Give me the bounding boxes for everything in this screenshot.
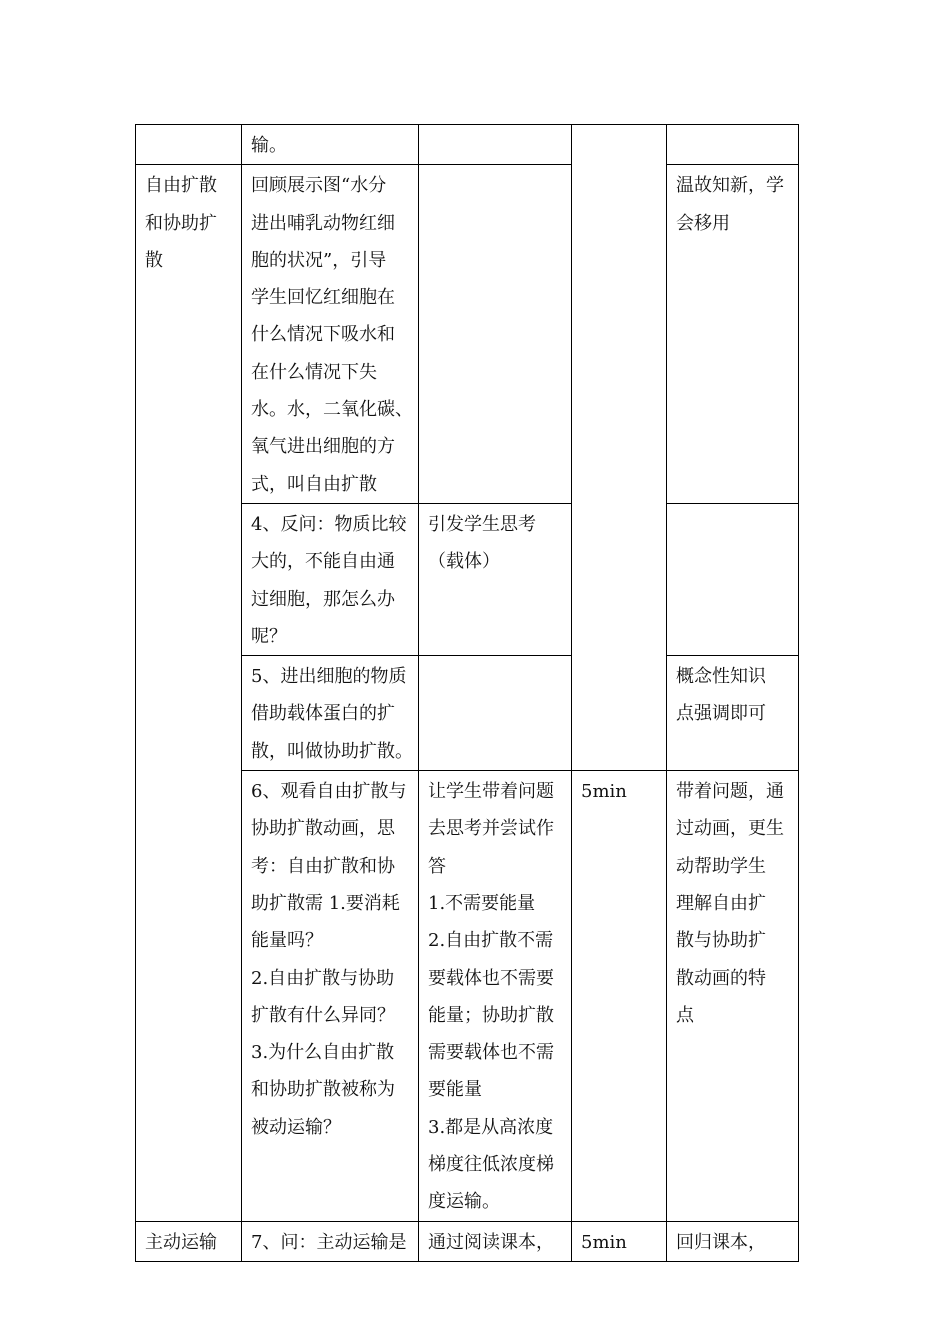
cell-intent bbox=[667, 503, 799, 655]
cell-time: 5min bbox=[572, 771, 667, 1222]
cell-activity: 7、问：主动运输是 bbox=[242, 1221, 419, 1261]
table-row bbox=[136, 165, 799, 504]
cell-intent bbox=[667, 125, 799, 165]
table-row bbox=[136, 125, 799, 165]
lesson-plan-table bbox=[135, 124, 799, 1262]
cell-topic bbox=[136, 125, 242, 165]
cell-activity: 回顾展示图“水分 进出哺乳动物红细 胞的状况”，引导 学生回忆红细胞在 什么情况下吸水和 在什么情况下失 水。水，二氧化碳、 氧气进出细胞的方 式，叫自由扩散 bbox=[242, 165, 419, 504]
cell-student-activity: 引发学生思考 （载体） bbox=[419, 503, 572, 655]
cell-activity: 6、观看自由扩散与 协助扩散动画，思 考：自由扩散和协 助扩散需 1.要消耗 能量吗？ 2.自由扩散与协助 扩散有什么异同？ 3.为什么自由扩散 和协助扩散被称为 被动运输？ bbox=[242, 771, 419, 1222]
cell-activity: 4、反问：物质比较 大的，不能自由通 过细胞，那怎么办 呢？ bbox=[242, 503, 419, 655]
cell-intent: 概念性知识 点强调即可 bbox=[667, 656, 799, 771]
cell-student-activity bbox=[419, 165, 572, 504]
cell-topic-active-transport: 主动运输 bbox=[136, 1221, 242, 1261]
cell-intent: 回归课本， bbox=[667, 1221, 799, 1261]
cell-topic-free-diffusion: 自由扩散 和协助扩 散 bbox=[136, 165, 242, 1221]
table-row bbox=[136, 1221, 799, 1261]
cell-activity: 5、进出细胞的物质 借助载体蛋白的扩 散，叫做协助扩散。 bbox=[242, 656, 419, 771]
cell-student-activity: 让学生带着问题 去思考并尝试作 答 1.不需要能量 2.自由扩散不需 要载体也不需要 能量；协助扩散 需要载体也不需 要能量 3.都是从高浓度 梯度往低浓度梯 度运输。 bbox=[419, 771, 572, 1222]
cell-student-activity bbox=[419, 125, 572, 165]
cell-intent: 温故知新，学 会移用 bbox=[667, 165, 799, 504]
cell-time bbox=[572, 125, 667, 771]
cell-activity: 输。 bbox=[242, 125, 419, 165]
cell-student-activity: 通过阅读课本， bbox=[419, 1221, 572, 1261]
cell-student-activity bbox=[419, 656, 572, 771]
cell-intent: 带着问题，通 过动画，更生 动帮助学生 理解自由扩 散与协助扩 散动画的特 点 bbox=[667, 771, 799, 1222]
cell-time: 5min bbox=[572, 1221, 667, 1261]
